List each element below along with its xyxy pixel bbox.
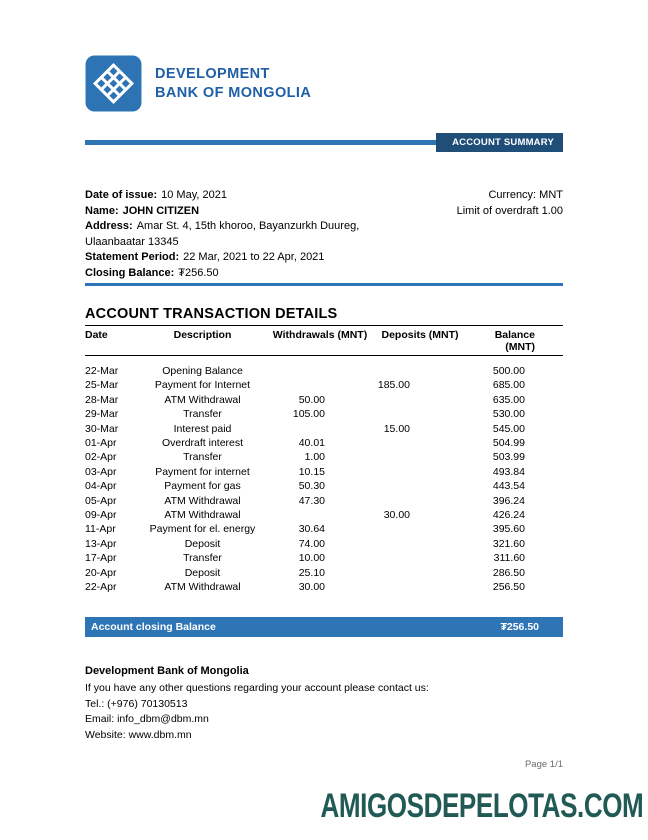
cell-description: ATM Withdrawal [164, 494, 241, 507]
cell-withdrawal: 25.10 [298, 566, 325, 579]
table-row [85, 522, 563, 536]
table-row [85, 422, 563, 436]
cell-date: 22-Mar [85, 365, 119, 377]
cell-balance: 426.24 [492, 509, 525, 522]
cell-withdrawal: 47.30 [298, 494, 325, 507]
cell-withdrawal: 30.64 [298, 523, 325, 536]
footer-bank-name: Development Bank of Mongolia [85, 664, 249, 677]
footer-contact-line: If you have any other questions regarding your account please contact us: [85, 682, 429, 694]
table-row [85, 450, 563, 464]
cell-withdrawal: 74.00 [298, 537, 325, 550]
cell-balance: 685.00 [492, 379, 525, 392]
statement-period-label: Statement Period: [85, 251, 180, 263]
name-label: Name: [85, 204, 119, 217]
cell-description: ATM Withdrawal [164, 393, 241, 406]
cell-deposit [375, 494, 465, 508]
cell-withdrawal: 1.00 [304, 451, 325, 464]
table-row [85, 407, 563, 421]
name-value: JOHN CITIZEN [122, 204, 200, 217]
statement-period-value: 22 Mar, 2021 to 22 Apr, 2021 [183, 251, 325, 263]
transactions-table-header [85, 325, 563, 356]
cell-balance: 256.50 [492, 581, 525, 594]
table-row [85, 364, 563, 378]
cell-balance: 286.50 [492, 566, 525, 579]
closing-balance-bar-value: ₮256.50 [500, 620, 539, 633]
table-row [85, 479, 563, 493]
cell-withdrawal [265, 364, 375, 378]
bank-logo-text [155, 65, 311, 103]
cell-date: 22-Apr [85, 581, 117, 594]
cell-description: Payment for internet [155, 465, 250, 478]
cell-date: 29-Mar [85, 408, 119, 421]
table-row [85, 580, 563, 594]
cell-date: 02-Apr [85, 451, 117, 464]
cell-date: 28-Mar [85, 393, 119, 406]
address-label: Address: [85, 220, 133, 232]
cell-deposit [375, 465, 465, 479]
cell-balance: 321.60 [492, 537, 525, 550]
cell-deposit: 185.00 [377, 379, 410, 392]
cell-description: Payment for gas [164, 480, 241, 493]
closing-balance-value: ₮256.50 [178, 266, 219, 279]
cell-description: Opening Balance [162, 365, 243, 377]
cell-balance: 503.99 [492, 451, 525, 464]
cell-date: 01-Apr [85, 437, 117, 450]
footer [85, 664, 563, 744]
cell-description: Deposit [184, 537, 221, 550]
cell-description: Payment for Internet [154, 379, 251, 392]
cell-description: ATM Withdrawal [164, 509, 241, 522]
cell-description: Interest paid [173, 422, 232, 435]
cell-deposit [375, 566, 465, 580]
cell-withdrawal [265, 422, 375, 436]
dbm-logo-icon [85, 55, 142, 112]
cell-date: 25-Mar [85, 379, 119, 392]
cell-withdrawal: 50.00 [298, 393, 325, 406]
cell-withdrawal: 30.00 [298, 581, 325, 594]
logo-line-1: DEVELOPMENT [155, 65, 270, 82]
footer-website: Website: www.dbm.mn [85, 728, 192, 741]
cell-deposit [375, 364, 465, 378]
cell-deposit [375, 522, 465, 536]
cell-balance: 493.84 [492, 465, 525, 478]
cell-description: Payment for el. energy [149, 523, 256, 536]
closing-balance-bar [85, 617, 563, 637]
footer-tel: Tel.: (+976) 70130513 [85, 697, 188, 710]
summary-divider [85, 283, 563, 286]
cell-balance: 504.99 [492, 437, 525, 450]
cell-deposit [375, 450, 465, 464]
table-row [85, 551, 563, 565]
closing-balance-bar-label: Account closing Balance [91, 620, 216, 633]
cell-balance: 530.00 [492, 408, 525, 421]
cell-withdrawal [265, 378, 375, 392]
cell-balance: 311.60 [493, 552, 525, 565]
cell-date: 13-Apr [85, 537, 117, 550]
account-summary-section [85, 188, 563, 281]
address-line-2: Ulaanbaatar 13345 [85, 235, 179, 248]
logo-line-2: BANK OF MONGOLIA [155, 84, 312, 101]
overdraft-line: Limit of overdraft 1.00 [456, 204, 563, 217]
cell-balance: 395.60 [492, 523, 525, 536]
cell-description: Transfer [183, 408, 222, 421]
statement-period-line [85, 250, 359, 266]
cell-date: 05-Apr [85, 494, 117, 507]
cell-deposit: 15.00 [383, 422, 410, 435]
table-row [85, 436, 563, 450]
name-line [85, 204, 359, 220]
account-summary-details [85, 188, 359, 281]
cell-deposit [375, 479, 465, 493]
cell-balance: 500.00 [492, 365, 525, 377]
cell-balance: 443.54 [492, 480, 525, 493]
date-of-issue-label: Date of issue: [85, 189, 158, 201]
cell-withdrawal: 10.15 [298, 465, 325, 478]
address-value: Amar St. 4, 15th khoroo, Bayanzurkh Duureg, [136, 220, 360, 232]
column-header-balance: Balance (MNT) [494, 328, 535, 353]
cell-withdrawal: 105.00 [292, 408, 325, 421]
cell-deposit [375, 393, 465, 407]
account-summary-badge: ACCOUNT SUMMARY [436, 133, 563, 152]
table-row [85, 465, 563, 479]
cell-deposit: 30.00 [383, 509, 410, 522]
table-row [85, 494, 563, 508]
account-summary-bar [85, 133, 563, 152]
cell-deposit [375, 551, 465, 565]
date-of-issue-value: 10 May, 2021 [161, 189, 227, 201]
table-row [85, 537, 563, 551]
table-row [85, 378, 563, 392]
cell-description: ATM Withdrawal [164, 581, 241, 594]
closing-balance-label: Closing Balance: [85, 266, 175, 279]
cell-balance: 635.00 [492, 393, 525, 406]
account-summary-right [457, 188, 563, 281]
table-row [85, 566, 563, 580]
cell-deposit [375, 580, 465, 594]
cell-date: 20-Apr [85, 566, 117, 579]
cell-date: 17-Apr [85, 552, 117, 565]
transactions-title: ACCOUNT TRANSACTION DETAILS [85, 306, 338, 322]
cell-date: 11-Apr [85, 523, 116, 536]
cell-description: Overdraft interest [161, 437, 244, 450]
cell-balance: 396.24 [492, 494, 525, 507]
cell-deposit [375, 537, 465, 551]
cell-description: Transfer [183, 451, 222, 464]
cell-withdrawal: 50.30 [298, 480, 325, 493]
footer-email: Email: info_dbm@dbm.mn [85, 713, 209, 725]
column-header-description: Description [173, 328, 232, 341]
cell-withdrawal: 40.01 [298, 437, 325, 450]
date-of-issue-line [85, 188, 359, 204]
cell-balance: 545.00 [492, 422, 525, 435]
address-line [85, 219, 359, 235]
closing-balance-line [85, 266, 359, 282]
cell-date: 30-Mar [85, 422, 119, 435]
page-number: Page 1/1 [524, 759, 563, 770]
column-header-deposits: Deposits (MNT) [381, 328, 459, 341]
cell-deposit [375, 436, 465, 450]
column-header-withdrawals: Withdrawals (MNT) [272, 328, 368, 341]
currency-line: Currency: MNT [488, 189, 563, 201]
bank-logo [85, 0, 563, 112]
summary-bar-line [85, 140, 436, 145]
cell-description: Deposit [184, 566, 221, 579]
cell-date: 04-Apr [85, 480, 117, 493]
cell-withdrawal [265, 508, 375, 522]
column-header-date: Date [85, 328, 108, 341]
cell-description: Transfer [183, 552, 222, 565]
cell-deposit [375, 407, 465, 421]
cell-withdrawal: 10.00 [298, 552, 325, 565]
cell-date: 03-Apr [85, 465, 117, 478]
table-row [85, 508, 563, 522]
table-row [85, 393, 563, 407]
transaction-rows [85, 364, 563, 595]
cell-date: 09-Apr [85, 509, 117, 522]
watermark: AMIGOSDEPELOTAS.COM [320, 786, 643, 825]
